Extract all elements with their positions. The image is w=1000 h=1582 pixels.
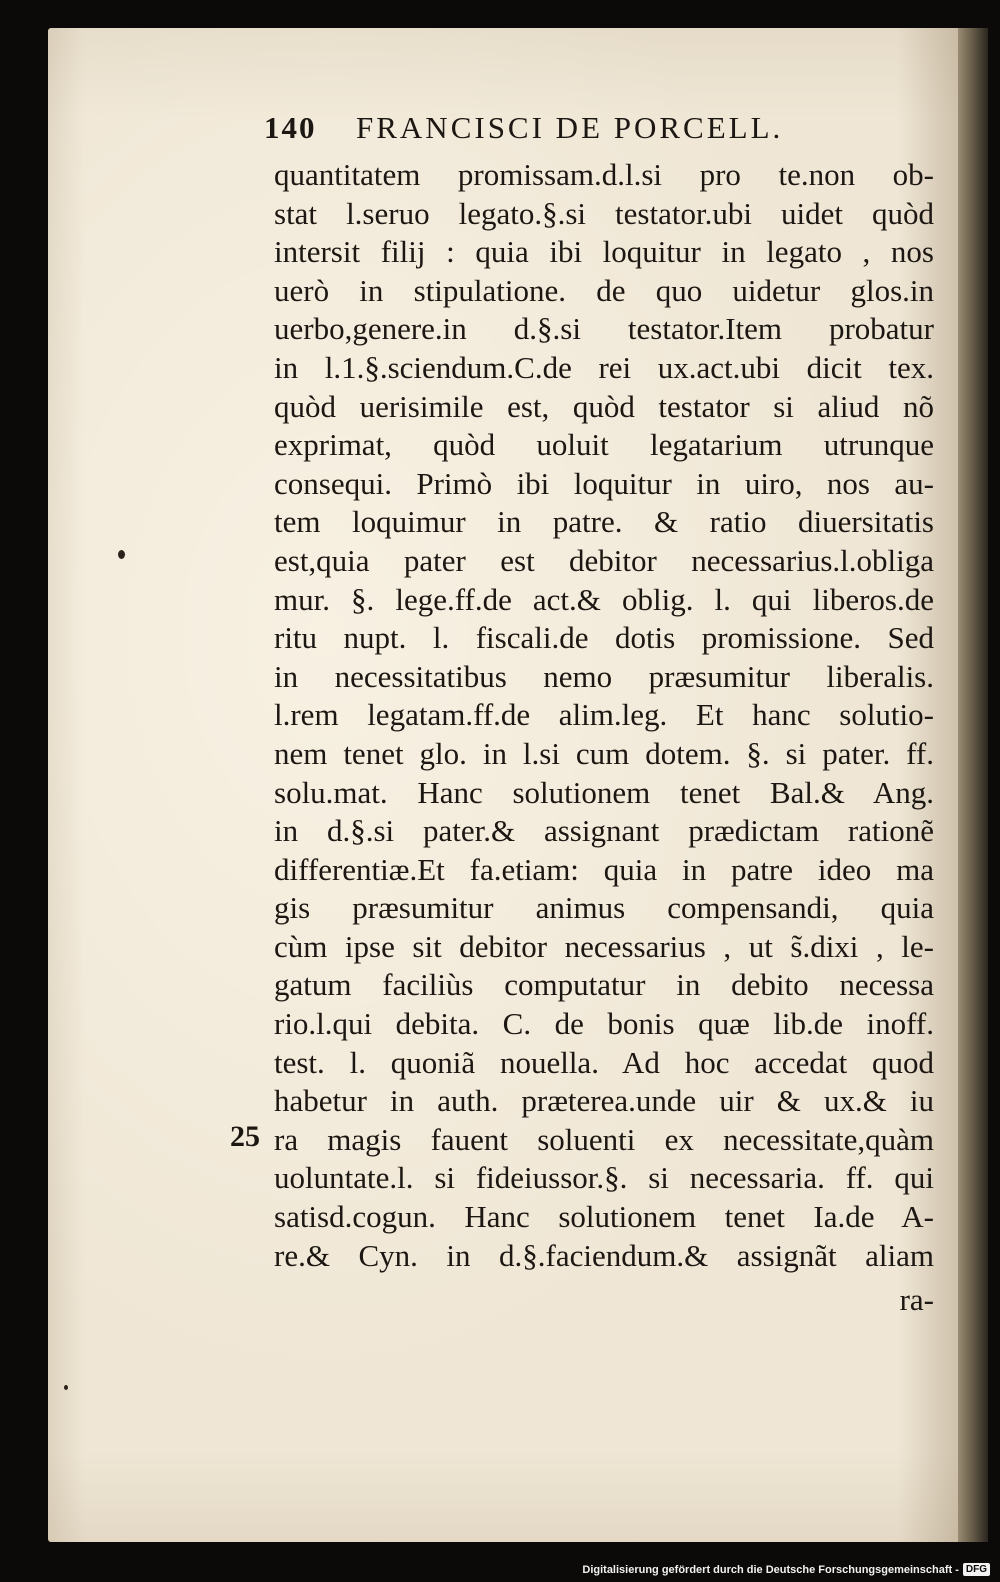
text-line: gis præsumitur animus compensandi, quia bbox=[274, 890, 934, 926]
text-line: l.rem legatam.ff.de alim.leg. Et hanc solutio- bbox=[274, 697, 934, 733]
text-line: in necessitatibus nemo præsumitur liberalis. bbox=[274, 658, 934, 694]
page-gutter-shadow bbox=[958, 28, 988, 1542]
ink-spot bbox=[64, 1385, 68, 1390]
text-line: satisd.cogun. Hanc solutionem tenet Ia.de A- bbox=[274, 1199, 934, 1235]
text-line: uerò in stipulatione. de quo uidetur glos.in bbox=[274, 272, 934, 308]
text-line: quòd uerisimile est, quòd testator si aliud nõ bbox=[274, 388, 934, 424]
text-line: gatum faciliùs computatur in debito necessa bbox=[274, 967, 934, 1003]
text-line: quantitatem promissam.d.l.si pro te.non ob- bbox=[274, 157, 934, 192]
credit-text: Digitalisierung gefördert durch die Deutsche Forschungsgemeinschaft - bbox=[582, 1563, 959, 1576]
text-line: cùm ipse sit debitor necessarius , ut s̃.dixi , le- bbox=[274, 928, 934, 964]
text-line: in d.§.si pater.& assignant prædictam rationẽ bbox=[274, 813, 934, 849]
text-line: in l.1.§.sciendum.C.de rei ux.act.ubi dicit tex. bbox=[274, 349, 934, 385]
text-line: tem loquimur in patre. & ratio diuersitatis bbox=[274, 504, 934, 540]
text-line: est,quia pater est debitor necessarius.l.obliga bbox=[274, 542, 934, 578]
text-line: ritu nupt. l. fiscali.de dotis promissione. Sed bbox=[274, 620, 934, 656]
text-line: uerbo,genere.in d.§.si testator.Item probatur bbox=[274, 311, 934, 347]
text-line: rio.l.qui debita. C. de bonis quæ lib.de inoff. bbox=[274, 1006, 934, 1042]
text-line: solu.mat. Hanc solutionem tenet Bal.& Ang. bbox=[274, 774, 934, 810]
page-number: 140 bbox=[264, 110, 317, 145]
margin-number: 25 bbox=[230, 1120, 260, 1153]
ink-spot bbox=[118, 550, 125, 559]
text-line: test. l. quoniã nouella. Ad hoc accedat quod bbox=[274, 1044, 934, 1080]
text-line: mur. §. lege.ff.de act.& oblig. l. qui liberos.de bbox=[274, 581, 934, 617]
text-line: stat l.seruo legato.§.si testator.ubi uidet quòd bbox=[274, 195, 934, 231]
digitization-credit bbox=[582, 1563, 990, 1576]
text-line: differentiæ.Et fa.etiam: quia in patre ideo ma bbox=[274, 851, 934, 887]
running-head bbox=[264, 110, 934, 156]
catchword: ra- bbox=[899, 1282, 934, 1318]
text-line: ra magis fauent soluenti ex necessitate,quàm bbox=[274, 1121, 934, 1157]
text-line: uoluntate.l. si fideiussor.§. si necessaria. ff. qui bbox=[274, 1160, 934, 1196]
text-line: habetur in auth. præterea.unde uir & ux.& iu bbox=[274, 1083, 934, 1119]
text-line: intersit filij : quia ibi loquitur in legato , nos bbox=[274, 234, 934, 270]
text-line: exprimat, quòd uoluit legatarium utrunque bbox=[274, 427, 934, 463]
dfg-logo: DFG bbox=[963, 1563, 990, 1576]
text-line: consequi. Primò ibi loquitur in uiro, nos au- bbox=[274, 465, 934, 501]
page-text-block bbox=[264, 110, 934, 1319]
running-head-title: FRANCISCI DE PORCELL. bbox=[356, 110, 784, 145]
text-line: re.& Cyn. in d.§.faciendum.& assignãt aliam bbox=[274, 1237, 934, 1273]
text-line: nem tenet glo. in l.si cum dotem. §. si pater. ff. bbox=[274, 735, 934, 771]
